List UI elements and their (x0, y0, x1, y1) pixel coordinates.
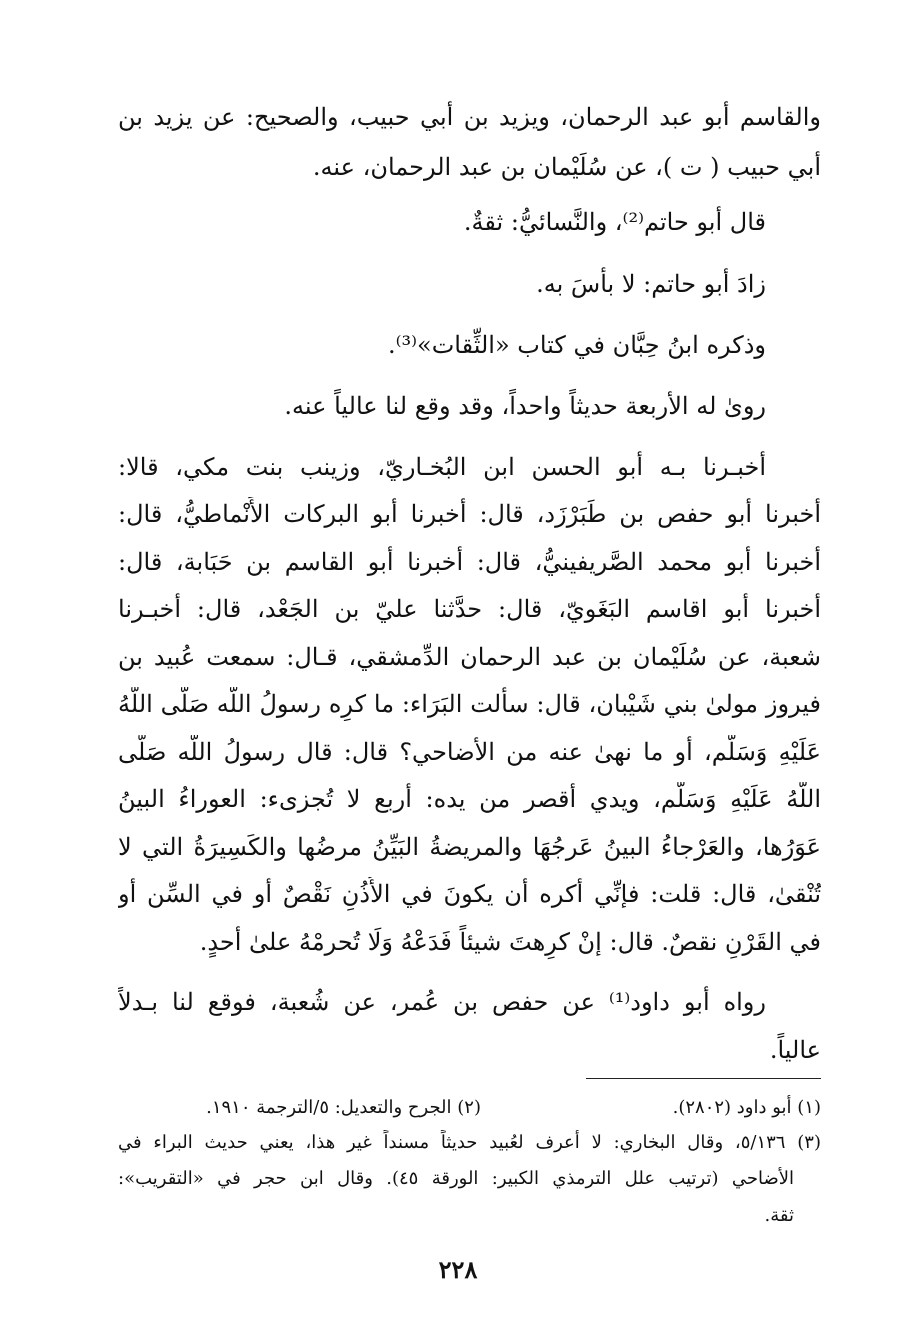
text-line: فيروز مولیٰ بني شَيْبان، قال: سألت البَرَاء: ما كرِه رسولُ اللَّه صَلَّى اللَّهُ (118, 690, 821, 718)
footnote-3-line: الأضاحي (ترتيب علل الترمذي الكبير: الورقة ٤٥). وقال ابن حجر في «التقريب»: (118, 1168, 794, 1189)
text-line: أخبرنا أبو محمد الصَّريفينيُّ، قال: أخبرنا أبو القاسم بن حَبَابة، قال: (118, 548, 821, 576)
footnote-3-line: (٣) ٥/١٣٦، وقال البخاري: لا أعرف لعُبيد حديثاً مسنداً غير هذا، يعني حديث البراء في (118, 1132, 821, 1153)
text-line: أخبرنا أبو حفص بن طَبَرْزَد، قال: أخبرنا أبو البركات الأَنْماطيُّ، قال: (118, 500, 821, 528)
footnote-1: (١) أبو داود (٢٨٠٢). (672, 1097, 821, 1118)
text-line: قال أبو حاتم⁽²⁾، والنَّسائيُّ: ثقةٌ. (463, 208, 766, 236)
footnote-3-line: ثقة. (764, 1205, 794, 1226)
text-line: والقاسم أبو عبد الرحمان، ويزيد بن أبي حبيب، والصحيح: عن يزيد بن (118, 103, 821, 131)
text-line: عَلَيْهِ وَسَلَّم، أو ما نهیٰ عنه من الأضاحي؟ قال: قال رسولُ اللَّه صَلَّى (118, 738, 821, 766)
text-line: وذكره ابنُ حِبَّان في كتاب «الثِّقات»⁽³⁾. (387, 331, 766, 359)
text-line: في القَرْنِ نقصٌ. قال: إنْ كرِهتَ شيئاً فَدَعْهُ وَلَا تُحرمْهُ علیٰ أحدٍ. (199, 928, 821, 956)
text-line: أخبرنا أبو اقاسم البَغَويّ، قال: حدَّثنا عليّ بن الجَعْد، قال: أخبـرنا (118, 595, 821, 623)
text-line: اللَّهُ عَلَيْهِ وَسَلَّم، ويدي أقصر من يده: أربع لا تُجزىء: العوراءُ البينُ (118, 785, 821, 813)
text-line: شعبة، عن سُلَيْمان بن عبد الرحمان الدِّمشقي، قـال: سمعت عُبيد بن (118, 643, 821, 671)
footnote-separator (586, 1078, 821, 1079)
text-line: عَوَرُها، والعَرْجاءُ البينُ عَرجُهَا والمريضةُ البَيِّنُ مرضُها والكَسِيرَةُ التي لا (118, 833, 821, 861)
text-line: رویٰ له الأربعة حديثاً واحداً، وقد وقع لنا عالياً عنه. (284, 392, 766, 420)
text-line: رواه أبو داود⁽¹⁾ عن حفص بن عُمر، عن شُعبة، فوقع لنا بـدلاً (118, 988, 766, 1016)
page-number: ٢٢٨ (438, 1255, 478, 1284)
footnote-2: (٢) الجرح والتعديل: ٥/الترجمة ١٩١٠. (206, 1097, 481, 1118)
text-line: أبي حبيب ( ت )، عن سُلَيْمان بن عبد الرحمان، عنه. (312, 153, 821, 181)
text-line: عالياً. (769, 1036, 821, 1064)
text-line: زادَ أبو حاتم: لا بأسَ به. (536, 270, 766, 298)
text-line: تُنْقیٰ، قال: قلت: فإنِّي أكره أن يكونَ في الأُذُنِ نَقْصٌ أو في السِّن أو (118, 880, 821, 908)
text-line: أخبـرنا بـه أبو الحسن ابن البُخـاريّ، وزينب بنت مكي، قالا: (118, 453, 766, 481)
